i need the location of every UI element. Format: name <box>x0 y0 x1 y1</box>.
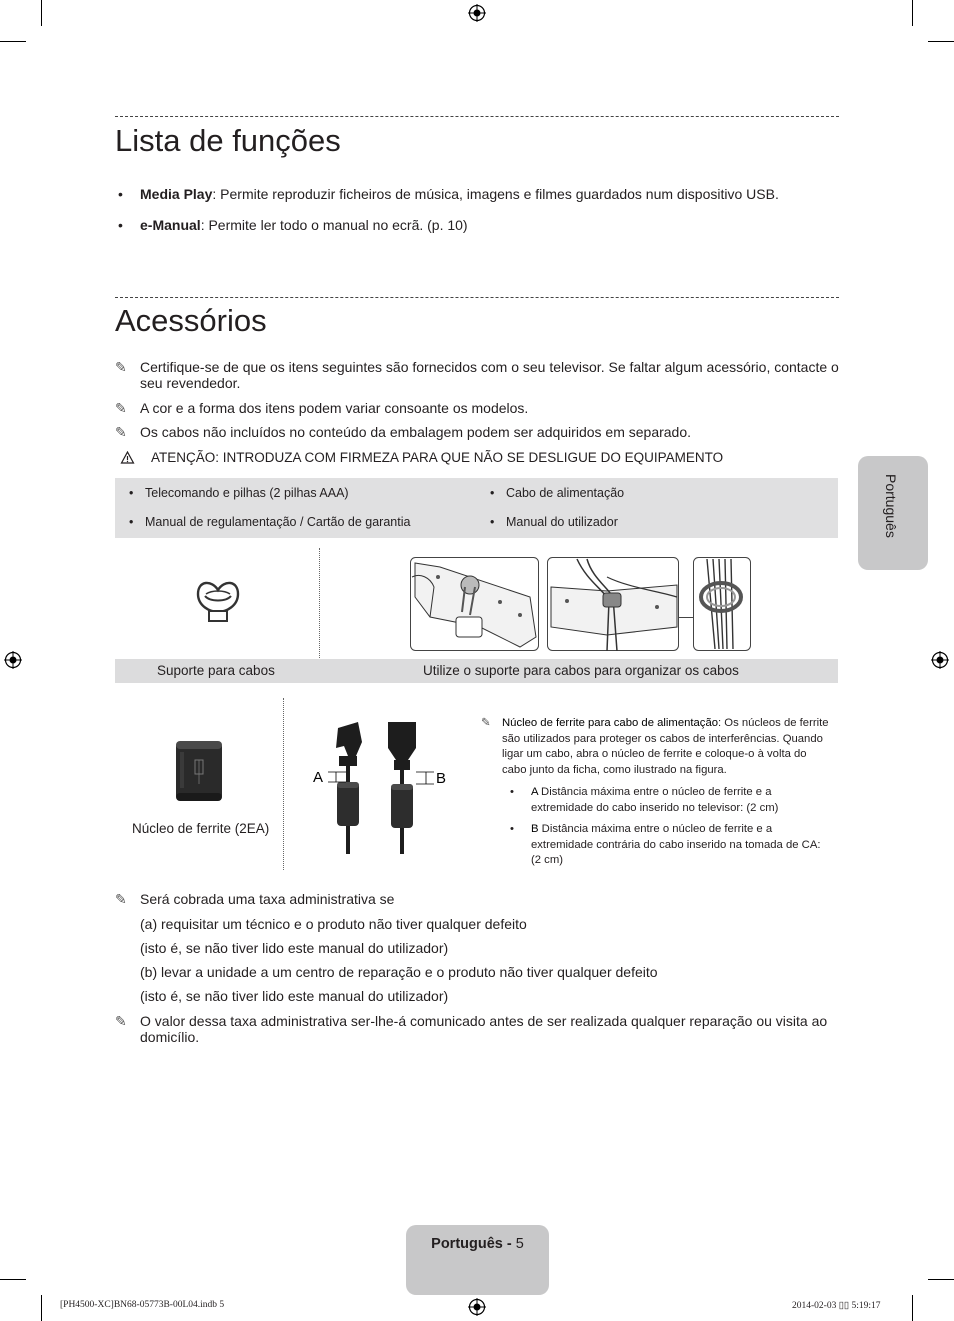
footer-language: Português <box>431 1236 503 1252</box>
pencil-note-icon: ✎ <box>115 891 127 907</box>
accessory-item: • Cabo de alimentação <box>490 486 625 500</box>
fee-line: (b) levar a unidade a um centro de reparação e o produto não tiver qualquer defeito <box>140 964 658 980</box>
registration-mark-icon <box>468 4 486 22</box>
pencil-note-icon: ✎ <box>115 359 127 375</box>
cable-holder-caption: Utilize o suporte para cabos para organizar os cabos <box>423 663 739 678</box>
tv-back-cable-clip-illustration-1 <box>410 557 539 651</box>
ferrite-cable-diagram <box>312 718 452 856</box>
language-side-tab <box>858 456 928 570</box>
pencil-note-icon: ✎ <box>115 400 127 416</box>
feature-term: Media Play <box>140 186 213 202</box>
registration-mark-icon <box>468 1298 486 1316</box>
feature-item: • e-Manual: Permite ler todo o manual no ecrã. (p. 10) <box>118 217 468 233</box>
page-number: 5 <box>515 1236 524 1252</box>
dimension-label-a: A <box>313 769 324 786</box>
language-side-tab-label: Português <box>883 474 899 538</box>
accessory-item: • Manual do utilizador <box>490 515 618 529</box>
ferrite-note-text: : Os núcleos de ferrite são utilizados para proteger os cabos de interferências. Quando ligar um cabo, abra o núcleo de ferrite e coloque-o à volta do cabo junto da ficha, como ilustrado na figura. <box>502 717 829 776</box>
ferrite-note-title: Núcleo de ferrite para cabo de alimentação <box>502 717 719 729</box>
caution-line <box>115 450 723 465</box>
column-divider <box>319 548 320 658</box>
cable-bundle-illustration <box>693 557 751 651</box>
fee-line: (a) requisitar um técnico e o produto não tiver qualquer defeito <box>140 916 527 932</box>
ferrite-bullet: • B Distância máxima entre o núcleo de ferrite e a extremidade contrária do cabo inserido na tomada de CA: (2 cm) <box>510 823 821 866</box>
print-slug-left: [PH4500-XC]BN68-05773B-00L04.indb 5 <box>60 1300 225 1310</box>
section-divider <box>115 116 839 117</box>
note-text: Certifique-se de que os itens seguintes são fornecidos com o seu televisor. Se faltar algum acessório, contacte o seu revendedor. <box>140 359 839 391</box>
crop-mark <box>928 41 954 42</box>
ferrite-core-illustration <box>175 738 223 804</box>
dimension-label-b: B <box>436 770 447 787</box>
note <box>115 359 840 391</box>
pencil-note-icon: ✎ <box>481 717 491 729</box>
fee-line: (isto é, se não tiver lido este manual do utilizador) <box>140 988 449 1004</box>
accessories-list <box>115 478 838 538</box>
feature-item: • Media Play: Permite reproduzir ficheiros de música, imagens e filmes guardados num dispositivo USB. <box>118 186 779 202</box>
cable-holder-illustration <box>192 578 244 624</box>
ferrite-bullet: • A Distância máxima entre o núcleo de ferrite e a extremidade do cabo inserido no televisor: (2 cm) <box>510 786 779 814</box>
fee-line: (isto é, se não tiver lido este manual do utilizador) <box>140 940 449 956</box>
accessory-item: • Manual de regulamentação / Cartão de garantia <box>129 515 411 529</box>
crop-mark <box>0 1279 26 1280</box>
section-title-accessories: Acessórios <box>115 303 267 338</box>
caution-text: ATENÇÃO: INTRODUZA COM FIRMEZA PARA QUE NÃO SE DESLIGUE DO EQUIPAMENTO <box>151 450 724 465</box>
note <box>115 424 840 440</box>
crop-mark <box>912 0 913 26</box>
pencil-note-icon: ✎ <box>115 424 127 440</box>
cable-holder-label: Suporte para cabos <box>157 663 275 678</box>
tv-back-cable-clip-illustration-2 <box>547 557 679 651</box>
feature-term: e-Manual <box>140 217 201 233</box>
column-divider <box>283 698 284 870</box>
callout-line <box>679 617 693 618</box>
note-text: Será cobrada uma taxa administrativa se <box>140 891 395 907</box>
note-text: Os cabos não incluídos no conteúdo da embalagem podem ser adquiridos em separado. <box>140 424 692 440</box>
cable-holder-strip <box>115 659 838 683</box>
page-number-tab: Português - 5 <box>406 1225 549 1295</box>
note <box>115 891 840 907</box>
crop-mark <box>912 1295 913 1321</box>
note-text: A cor e a forma dos itens podem variar consoante os modelos. <box>140 400 529 416</box>
pencil-note-icon: ✎ <box>115 1013 127 1029</box>
registration-mark-icon <box>4 651 22 669</box>
ferrite-core-label: Núcleo de ferrite (2EA) <box>132 821 270 836</box>
registration-mark-icon <box>931 651 949 669</box>
note <box>115 1013 840 1045</box>
feature-text: : Permite ler todo o manual no ecrã. (p. 10) <box>200 217 468 233</box>
feature-text: : Permite reproduzir ficheiros de música, imagens e filmes guardados num dispositivo USB. <box>212 186 779 202</box>
print-slug-right: 2014-02-03 ▯▯ 5:19:17 <box>792 1301 881 1311</box>
accessory-item: • Telecomando e pilhas (2 pilhas AAA) <box>129 486 349 500</box>
note-text: O valor dessa taxa administrativa ser-lhe-á comunicado antes de ser realizada qualquer reparação ou visita ao domicílio. <box>140 1013 828 1045</box>
section-title-functions: Lista de funções <box>115 123 341 158</box>
note <box>115 400 840 416</box>
warning-triangle-icon <box>115 451 140 464</box>
section-divider <box>115 297 839 298</box>
crop-mark <box>0 41 26 42</box>
ferrite-note <box>481 716 829 778</box>
crop-mark <box>41 1295 42 1321</box>
crop-mark <box>41 0 42 26</box>
crop-mark <box>928 1279 954 1280</box>
